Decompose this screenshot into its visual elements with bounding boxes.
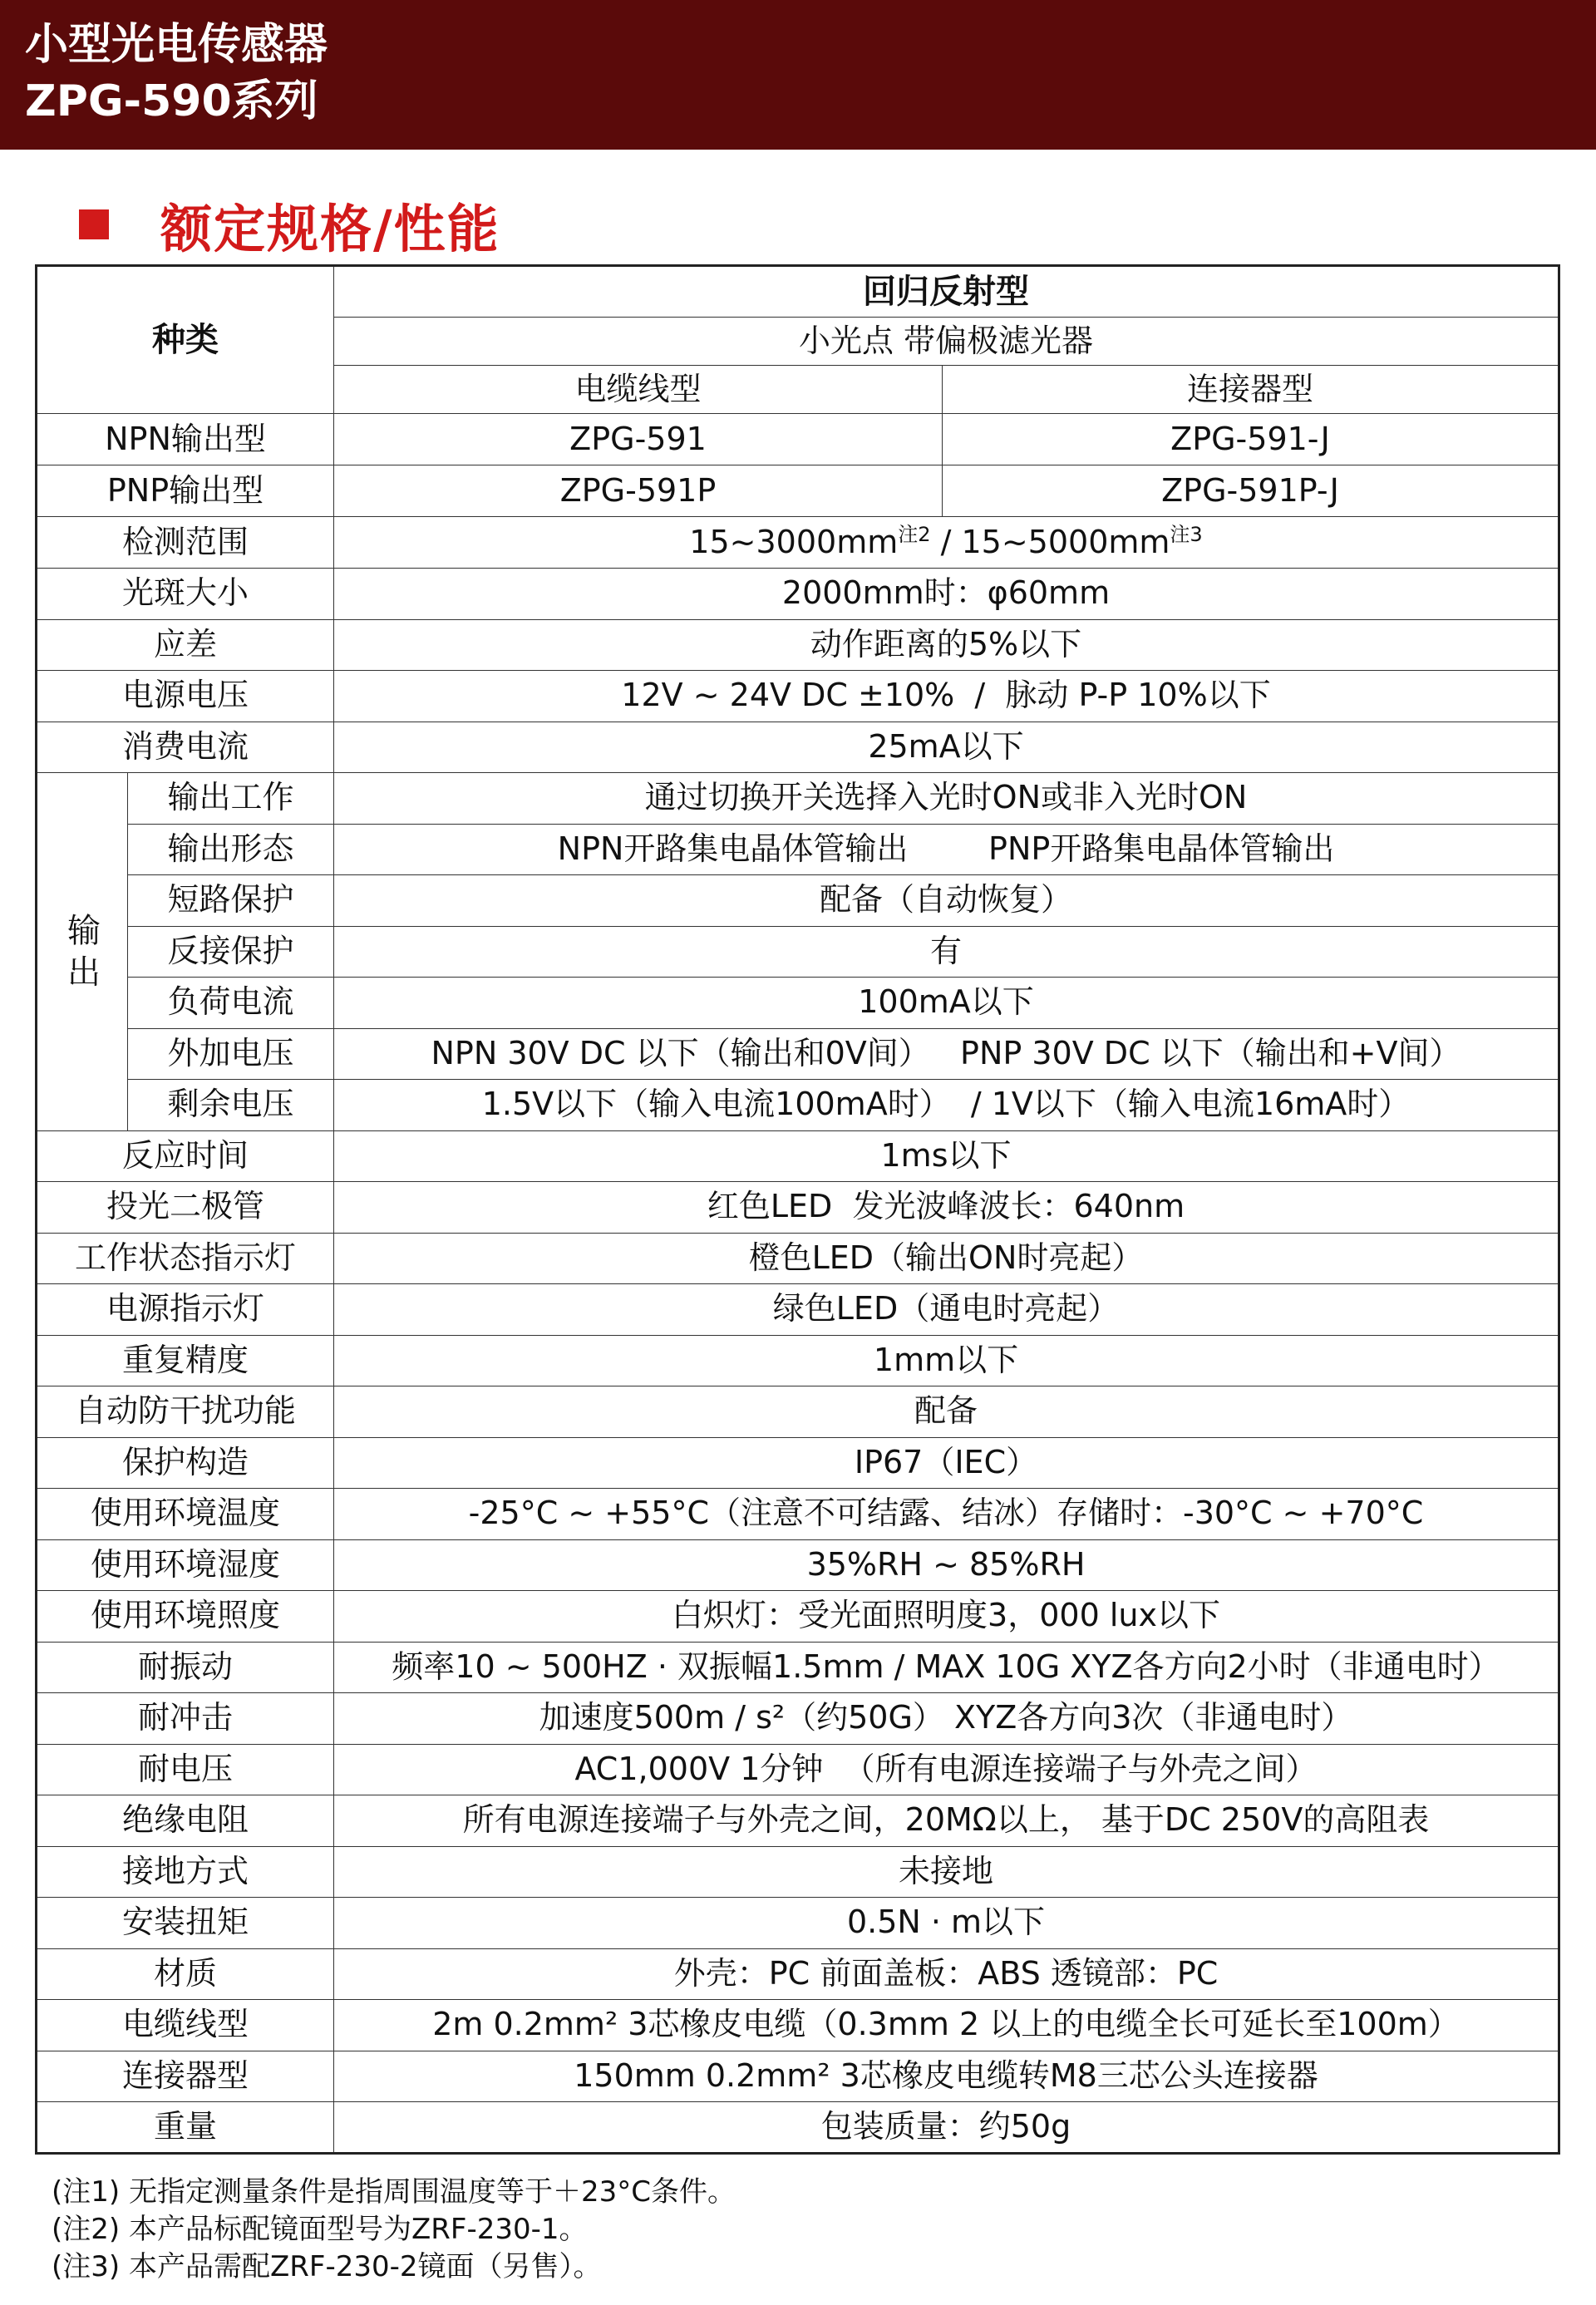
spec-table [35,264,1560,2155]
spec-value: 红色LED 发光波峰波长：640nm [334,1182,1559,1234]
output-spec-value: 有 [334,926,1559,978]
table-row [37,1642,1559,1693]
spec-value: 动作距离的5%以下 [334,619,1559,671]
type-main: 回归反射型 [334,266,1559,318]
spec-label: 重量 [37,2102,334,2154]
table-row [37,266,1559,318]
table-row [37,1846,1559,1898]
spec-label: 重复精度 [37,1335,334,1386]
table-row [37,2051,1559,2102]
spec-value: 未接地 [334,1846,1559,1898]
spec-label: 自动防干扰功能 [37,1386,334,1438]
spec-value: 包装质量：约50g [334,2102,1559,2154]
range-b-note: 注3 [1170,522,1203,546]
output-spec-value: 通过切换开关选择入光时ON或非入光时ON [334,773,1559,825]
section-heading [79,187,500,262]
table-row [37,824,1559,875]
table-row [37,619,1559,671]
spec-label: 绝缘电阻 [37,1795,334,1847]
spec-label: 耐电压 [37,1744,334,1795]
npn-cable-model: ZPG-591 [334,414,943,465]
spec-label: 电源电压 [37,671,334,722]
range-separator: / [930,523,962,560]
table-row [37,1795,1559,1847]
spec-value: -25°C ~ +55°C（注意不可结露、结冰）存储时：-30°C ~ +70°C [334,1489,1559,1540]
spec-label: 投光二极管 [37,1182,334,1234]
table-row [37,1335,1559,1386]
spec-value: 绿色LED（通电时亮起） [334,1284,1559,1336]
spec-value: 外壳：PC 前面盖板：ABS 透镜部：PC [334,1948,1559,2000]
output-spec-value: NPN开路集电晶体管输出 PNP开路集电晶体管输出 [334,824,1559,875]
table-row [37,1080,1559,1131]
spec-label: 保护构造 [37,1437,334,1489]
table-row [37,875,1559,927]
table-row [37,1284,1559,1336]
section-title: 额定规格/性能 [160,198,500,259]
output-spec-label: 剩余电压 [128,1080,334,1131]
output-spec-value: 1.5V以下（输入电流100mA时） / 1V以下（输入电流16mA时） [334,1080,1559,1131]
spec-value: 1ms以下 [334,1130,1559,1182]
table-row [37,926,1559,978]
output-group-label: 输出 [37,773,128,1131]
npn-label: NPN输出型 [37,414,334,465]
col-connector-header: 连接器型 [943,366,1559,414]
output-spec-label: 外加电压 [128,1028,334,1080]
footnote-2: (注2) 本产品标配镜面型号为ZRF-230-1。 [52,2213,588,2246]
table-row [37,1386,1559,1438]
spec-label: 消费电流 [37,722,334,773]
type-sub: 小光点 带偏极滤光器 [334,318,1559,366]
table-row [37,773,1559,825]
table-row [37,414,1559,465]
spec-value: 2000mm时：φ60mm [334,569,1559,620]
table-row [37,1182,1559,1234]
output-spec-value: 100mA以下 [334,978,1559,1029]
spec-label: 光斑大小 [37,569,334,620]
table-row [37,1539,1559,1591]
output-spec-label: 反接保护 [128,926,334,978]
pnp-label: PNP输出型 [37,465,334,517]
spec-label: 耐振动 [37,1642,334,1693]
spec-value: 配备 [334,1386,1559,1438]
spec-label: 应差 [37,619,334,671]
spec-label: 电缆线型 [37,2000,334,2051]
spec-value: 1mm以下 [334,1335,1559,1386]
spec-value: 所有电源连接端子与外壳之间，20MΩ以上， 基于DC 250V的高阻表 [334,1795,1559,1847]
spec-value: 12V ~ 24V DC ±10% / 脉动 P-P 10%以下 [334,671,1559,722]
product-title: 小型光电传感器 [25,20,328,70]
table-row [37,465,1559,517]
spec-value: 35%RH ~ 85%RH [334,1539,1559,1591]
range-b: 15~5000mm [961,523,1170,560]
spec-label: 耐冲击 [37,1693,334,1745]
table-row [37,1693,1559,1745]
spec-value: 2m 0.2mm² 3芯橡皮电缆（0.3mm 2 以上的电缆全长可延长至100m） [334,2000,1559,2051]
table-row [37,517,1559,569]
pnp-cable-model: ZPG-591P [334,465,943,517]
table-row [37,671,1559,722]
table-row [37,1437,1559,1489]
output-spec-value: NPN 30V DC 以下（输出和0V间） PNP 30V DC 以下（输出和+V间） [334,1028,1559,1080]
spec-label: 材质 [37,1948,334,2000]
footnote-3: (注3) 本产品需配ZRF-230-2镜面（另售）。 [52,2250,602,2283]
spec-label: 接地方式 [37,1846,334,1898]
spec-value: 频率10 ~ 500HZ · 双振幅1.5mm / MAX 10G XYZ各方向2小时（非通电时） [334,1642,1559,1693]
spec-label: 工作状态指示灯 [37,1233,334,1284]
product-series: ZPG-590系列 [25,76,318,126]
table-row [37,1130,1559,1182]
spec-label: 使用环境温度 [37,1489,334,1540]
footnotes [52,2174,736,2286]
spec-value: 150mm 0.2mm² 3芯橡皮电缆转M8三芯公头连接器 [334,2051,1559,2102]
table-row [37,978,1559,1029]
spec-label: 连接器型 [37,2051,334,2102]
type-label: 种类 [37,266,334,414]
spec-value: 0.5N · m以下 [334,1898,1559,1949]
range-a: 15~3000mm [689,523,899,560]
table-row [37,1744,1559,1795]
spec-value: AC1,000V 1分钟 （所有电源连接端子与外壳之间） [334,1744,1559,1795]
spec-value: 白炽灯：受光面照明度3，000 lux以下 [334,1591,1559,1643]
table-row [37,569,1559,620]
table-row [37,1489,1559,1540]
table-row [37,1591,1559,1643]
spec-value: 加速度500m / s²（约50G） XYZ各方向3次（非通电时） [334,1693,1559,1745]
spec-label: 安装扭矩 [37,1898,334,1949]
table-row [37,1948,1559,2000]
spec-label: 反应时间 [37,1130,334,1182]
output-spec-label: 输出形态 [128,824,334,875]
output-spec-label: 短路保护 [128,875,334,927]
spec-label: 电源指示灯 [37,1284,334,1336]
section-square-icon [79,209,109,239]
spec-label: 使用环境湿度 [37,1539,334,1591]
table-row [37,2102,1559,2154]
output-spec-label: 输出工作 [128,773,334,825]
npn-connector-model: ZPG-591-J [943,414,1559,465]
output-spec-value: 配备（自动恢复） [334,875,1559,927]
table-row [37,1898,1559,1949]
spec-value: 25mA以下 [334,722,1559,773]
pnp-connector-model: ZPG-591P-J [943,465,1559,517]
header-bar [0,0,1596,150]
range-label: 检测范围 [37,517,334,569]
col-cable-header: 电缆线型 [334,366,943,414]
footnote-1: (注1) 无指定测量条件是指周围温度等于＋23°C条件。 [52,2175,736,2209]
spec-value: IP67（IEC） [334,1437,1559,1489]
table-row [37,1028,1559,1080]
output-spec-label: 负荷电流 [128,978,334,1029]
table-row [37,722,1559,773]
table-row [37,2000,1559,2051]
spec-value: 橙色LED（输出ON时亮起） [334,1233,1559,1284]
range-value [334,517,1559,569]
spec-label: 使用环境照度 [37,1591,334,1643]
table-row [37,1233,1559,1284]
range-a-note: 注2 [898,522,931,546]
